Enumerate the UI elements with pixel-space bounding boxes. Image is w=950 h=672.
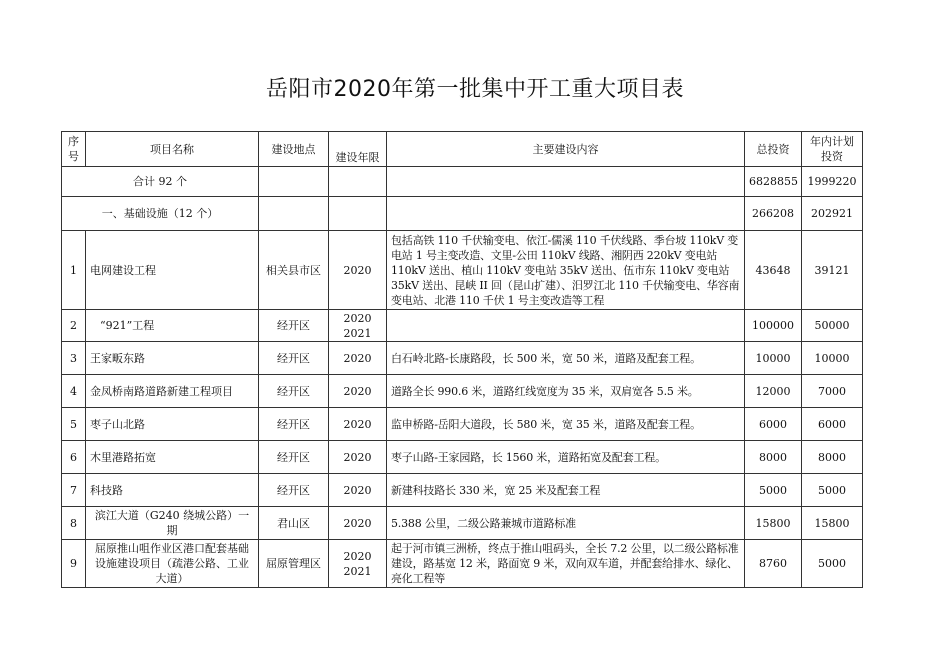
row-annual: 7000 — [802, 375, 863, 408]
row-location: 经开区 — [259, 375, 329, 408]
row-seq: 8 — [62, 507, 86, 540]
summary-annual: 1999220 — [802, 167, 863, 197]
row-annual: 39121 — [802, 231, 863, 310]
summary-period-empty — [329, 167, 387, 197]
summary-location-empty — [259, 167, 329, 197]
row-annual: 50000 — [802, 310, 863, 342]
row-period: 2020 — [329, 231, 387, 310]
row-total: 8760 — [745, 540, 802, 588]
row-seq: 1 — [62, 231, 86, 310]
row-content: 5.388 公里，二级公路兼城市道路标准 — [387, 507, 745, 540]
row-annual: 15800 — [802, 507, 863, 540]
row-content: 新建科技路长 330 米，宽 25 米及配套工程 — [387, 474, 745, 507]
category-period-empty — [329, 197, 387, 231]
table-row — [62, 441, 863, 474]
row-total: 8000 — [745, 441, 802, 474]
table-row — [62, 375, 863, 408]
row-content: 道路全长 990.6 米，道路红线宽度为 35 米，双肩宽各 5.5 米。 — [387, 375, 745, 408]
header-row — [62, 132, 863, 167]
row-annual: 8000 — [802, 441, 863, 474]
header-period-text: 建设年限 — [335, 150, 380, 164]
row-name: 枣子山北路 — [86, 408, 259, 441]
project-table — [61, 131, 863, 588]
row-content: 枣子山路-王家园路，长 1560 米，道路拓宽及配套工程。 — [387, 441, 745, 474]
row-location: 经开区 — [259, 342, 329, 375]
row-content: 起于河市镇三洲桥，终点于推山咀码头，全长 7.2 公里，以二级公路标准建设，路基宽 12 米，路面宽 9 米，双向双车道，并配套给排水、绿化、亮化工程等 — [387, 540, 745, 588]
category-content-empty — [387, 197, 745, 231]
row-seq: 6 — [62, 441, 86, 474]
row-location: 经开区 — [259, 474, 329, 507]
table-row — [62, 540, 863, 588]
row-annual: 5000 — [802, 540, 863, 588]
row-total: 12000 — [745, 375, 802, 408]
row-location: 经开区 — [259, 441, 329, 474]
row-location: 相关县市区 — [259, 231, 329, 310]
category-annual: 202921 — [802, 197, 863, 231]
table-row — [62, 474, 863, 507]
summary-content-empty — [387, 167, 745, 197]
category-total: 266208 — [745, 197, 802, 231]
row-period: 2020 — [329, 375, 387, 408]
header-total: 总投资 — [745, 132, 802, 167]
row-name: 金凤桥南路道路新建工程项目 — [86, 375, 259, 408]
row-name: 科技路 — [86, 474, 259, 507]
row-seq: 9 — [62, 540, 86, 588]
row-total: 10000 — [745, 342, 802, 375]
row-seq: 4 — [62, 375, 86, 408]
row-total: 5000 — [745, 474, 802, 507]
header-period — [329, 132, 387, 167]
row-name: 木里港路拓宽 — [86, 441, 259, 474]
row-seq: 3 — [62, 342, 86, 375]
row-annual: 6000 — [802, 408, 863, 441]
row-total: 43648 — [745, 231, 802, 310]
row-period: 2020 2021 — [329, 540, 387, 588]
row-seq: 5 — [62, 408, 86, 441]
summary-row — [62, 167, 863, 197]
table-row — [62, 507, 863, 540]
category-location-empty — [259, 197, 329, 231]
row-period: 2020 — [329, 342, 387, 375]
row-period: 2020 — [329, 507, 387, 540]
header-seq: 序号 — [62, 132, 86, 167]
row-location: 屈原管理区 — [259, 540, 329, 588]
summary-total: 6828855 — [745, 167, 802, 197]
row-period: 2020 2021 — [329, 310, 387, 342]
row-content: 包括高铁 110 千伏输变电、依江-儒溪 110 千伏线路、季台坡 110kV 变电站 1 号主变改造、文里-公田 110kV 线路、湘阴西 220kV 变电站 110kV 送出、植山 110kV 变电站 35kV 送出、伍市东 110kV 变电站 35kV 送出、昆峡 II 回（昆山扩建）、汨罗江北 110 千伏输变电、华容南变电站、北港 110 千伏 1 号主变改造等工程 — [387, 231, 745, 310]
row-total: 100000 — [745, 310, 802, 342]
category-label: 一、基础设施（12 个） — [62, 197, 259, 231]
row-seq: 7 — [62, 474, 86, 507]
row-location: 经开区 — [259, 408, 329, 441]
table-row — [62, 408, 863, 441]
header-location: 建设地点 — [259, 132, 329, 167]
page-title: 岳阳市2020年第一批集中开工重大项目表 — [266, 77, 684, 102]
row-location: 经开区 — [259, 310, 329, 342]
row-content: 白石岭北路-长康路段，长 500 米，宽 50 米，道路及配套工程。 — [387, 342, 745, 375]
row-period: 2020 — [329, 441, 387, 474]
row-total: 15800 — [745, 507, 802, 540]
row-name: 屈原推山咀作业区港口配套基础设施建设项目（疏港公路、工业大道） — [86, 540, 259, 588]
header-annual: 年内计划投资 — [802, 132, 863, 167]
table-row — [62, 231, 863, 310]
summary-label: 合计 92 个 — [62, 167, 259, 197]
row-annual: 10000 — [802, 342, 863, 375]
row-period: 2020 — [329, 408, 387, 441]
row-name: “921”工程 — [86, 310, 259, 342]
row-seq: 2 — [62, 310, 86, 342]
row-location: 君山区 — [259, 507, 329, 540]
row-content — [387, 310, 745, 342]
table-row — [62, 342, 863, 375]
row-name: 王家畈东路 — [86, 342, 259, 375]
row-name: 电网建设工程 — [86, 231, 259, 310]
row-name: 滨江大道（G240 绕城公路）一期 — [86, 507, 259, 540]
row-total: 6000 — [745, 408, 802, 441]
row-annual: 5000 — [802, 474, 863, 507]
row-content: 监申桥路-岳阳大道段，长 580 米，宽 35 米，道路及配套工程。 — [387, 408, 745, 441]
category-row — [62, 197, 863, 231]
table-row — [62, 310, 863, 342]
header-name: 项目名称 — [86, 132, 259, 167]
header-content: 主要建设内容 — [387, 132, 745, 167]
row-period: 2020 — [329, 474, 387, 507]
